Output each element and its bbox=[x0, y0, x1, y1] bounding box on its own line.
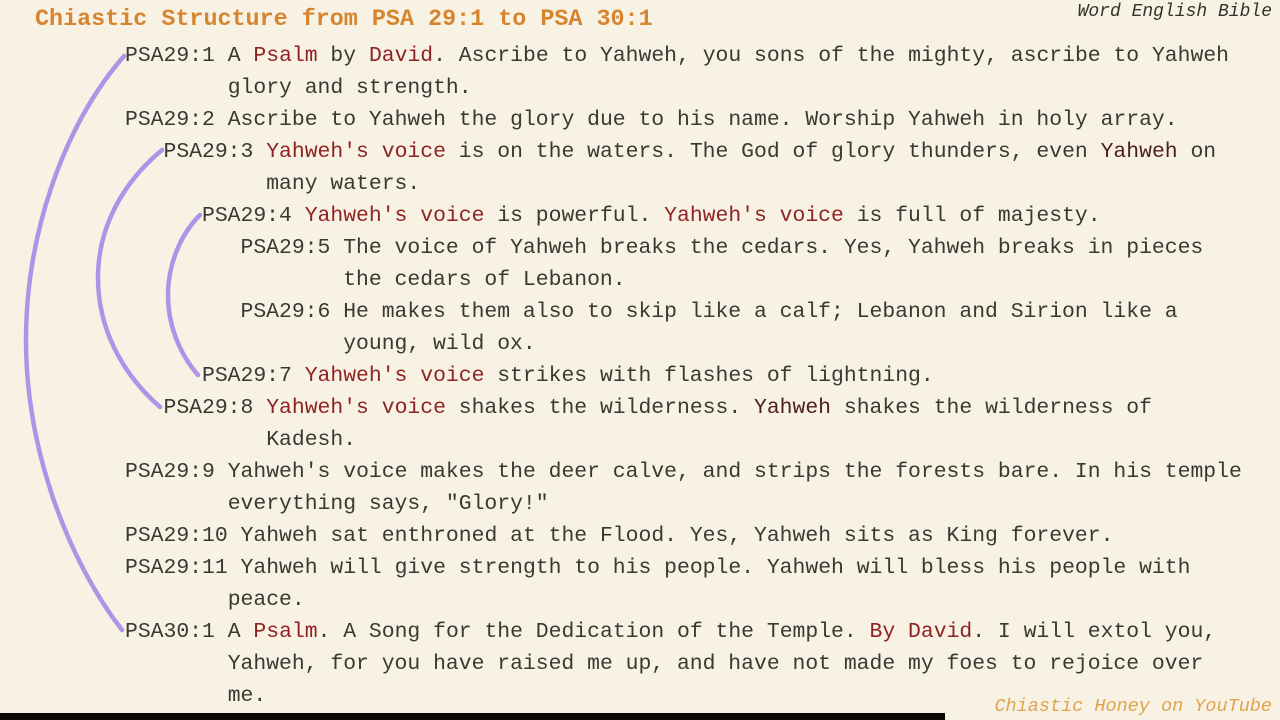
verse-text: He makes them also to skip like a calf; Lebanon and Sirion like a young, wild ox. bbox=[343, 300, 1178, 356]
verse-line bbox=[241, 232, 1248, 296]
verse-ref: PSA29:10 bbox=[125, 524, 228, 548]
verse-text: is full of majesty. bbox=[843, 204, 1101, 228]
verse-text: . A Song for the Dedication of the Temple. bbox=[317, 620, 870, 644]
verse-text: strikes with flashes of lightning. bbox=[484, 364, 934, 388]
verse-ref: PSA29:2 bbox=[125, 108, 215, 132]
verse-line bbox=[125, 104, 1247, 136]
verse-ref: PSA30:1 bbox=[125, 620, 215, 644]
verse-ref: PSA29:11 bbox=[125, 556, 228, 580]
verse-text: The voice of Yahweh breaks the cedars. Yes, Yahweh breaks in pieces the cedars of Lebanon. bbox=[343, 236, 1204, 292]
verse-text: A bbox=[227, 620, 254, 644]
highlighted-keyword: David bbox=[368, 44, 434, 68]
verse-text: A bbox=[227, 44, 254, 68]
highlighted-keyword: Yahweh's voice bbox=[304, 364, 485, 388]
highlighted-keyword: Yahweh bbox=[1100, 140, 1178, 164]
channel-credit-label: Chiastic Honey on YouTube bbox=[994, 696, 1272, 717]
highlighted-keyword: Yahweh's voice bbox=[266, 396, 446, 420]
verse-line bbox=[125, 520, 1247, 552]
verse-ref: PSA29:8 bbox=[163, 396, 254, 420]
highlighted-keyword: By David bbox=[869, 620, 973, 644]
verse-text: . Ascribe to Yahweh, you sons of the mighty, ascribe to Yahweh glory and strength. bbox=[227, 44, 1229, 100]
verse-line bbox=[202, 360, 1247, 392]
verse-text: Yahweh sat enthroned at the Flood. Yes, Yahweh sits as King forever. bbox=[240, 524, 1114, 548]
verse-line bbox=[125, 40, 1247, 104]
verse-ref: PSA29:7 bbox=[202, 364, 292, 388]
highlighted-keyword: Yahweh's voice bbox=[266, 140, 446, 164]
verse-ref: PSA29:4 bbox=[202, 204, 292, 228]
verse-text: Yahweh will give strength to his people. Yahweh will bless his people with peace. bbox=[227, 556, 1191, 612]
highlighted-keyword: Yahweh bbox=[754, 396, 832, 420]
verse-text: Ascribe to Yahweh the glory due to his name. Worship Yahweh in holy array. bbox=[227, 108, 1178, 132]
verse-line bbox=[241, 296, 1248, 360]
page-title: Chiastic Structure from PSA 29:1 to PSA 30:1 bbox=[35, 7, 653, 33]
verse-ref: PSA29:5 bbox=[240, 236, 331, 260]
verse-line bbox=[202, 200, 1247, 232]
verse-text: is powerful. bbox=[484, 204, 665, 228]
highlighted-keyword: Psalm bbox=[253, 620, 318, 644]
verse-text: is on the waters. The God of glory thunders, even bbox=[445, 140, 1101, 164]
verse-line bbox=[125, 456, 1247, 520]
highlighted-keyword: Psalm bbox=[253, 44, 318, 68]
verse-text: by bbox=[317, 44, 369, 68]
translation-source-label: Word English Bible bbox=[1077, 2, 1272, 22]
highlighted-keyword: Yahweh's voice bbox=[304, 204, 485, 228]
verse-line bbox=[125, 552, 1247, 616]
verse-text: on many waters. bbox=[266, 140, 1217, 196]
verse-line bbox=[164, 392, 1248, 456]
verse-line bbox=[164, 136, 1248, 200]
verse-list bbox=[0, 40, 1247, 712]
verse-text: shakes the wilderness of Kadesh. bbox=[266, 396, 1152, 452]
verse-ref: PSA29:9 bbox=[125, 460, 215, 484]
verse-ref: PSA29:3 bbox=[163, 140, 254, 164]
verse-text: shakes the wilderness. bbox=[445, 396, 754, 420]
highlighted-keyword: Yahweh's voice bbox=[664, 204, 844, 228]
verse-text: . I will extol you, Yahweh, for you have raised me up, and have not made my foes to rejoice over me. bbox=[227, 620, 1217, 708]
bottom-letterbox-bar bbox=[0, 713, 945, 720]
verse-ref: PSA29:6 bbox=[240, 300, 331, 324]
verse-text: Yahweh's voice makes the deer calve, and strips the forests bare. In his temple everything says, "Glory!" bbox=[227, 460, 1242, 516]
verse-ref: PSA29:1 bbox=[125, 44, 215, 68]
